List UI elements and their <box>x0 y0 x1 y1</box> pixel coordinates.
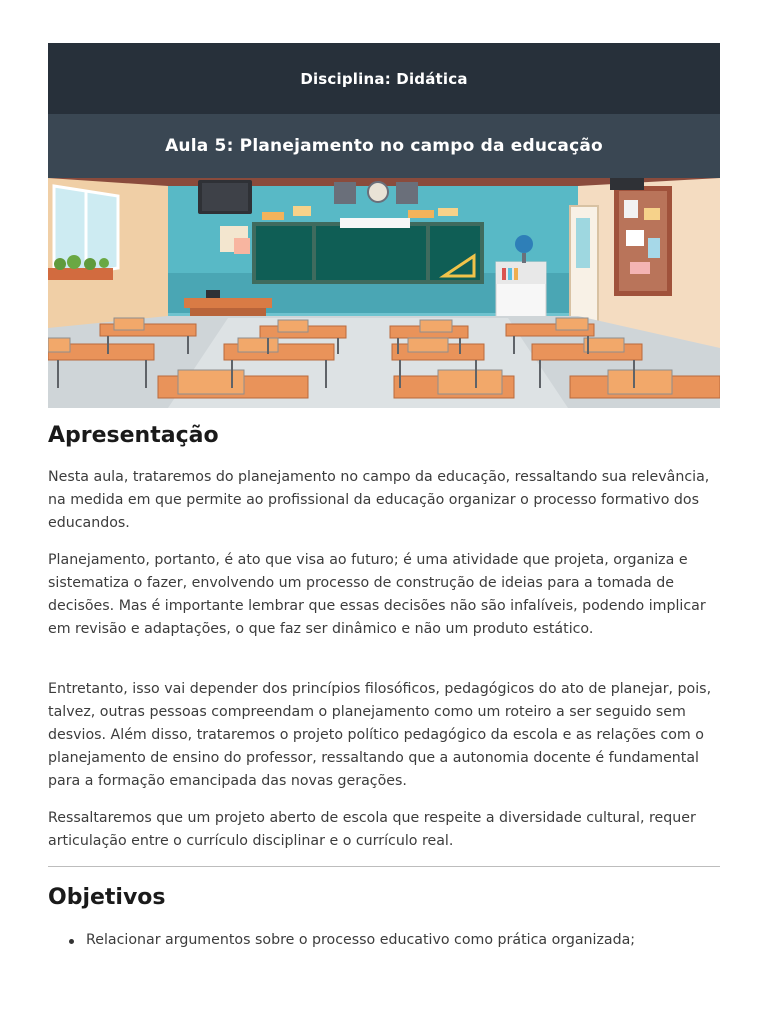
lesson-header <box>48 114 720 178</box>
objective-item: Relacionar argumentos sobre o processo educativo como prática organizada; <box>86 929 758 952</box>
lesson-title: Aula 5: Planejamento no campo da educação <box>165 136 603 156</box>
section-divider <box>48 866 720 867</box>
discipline-title: Disciplina: Didática <box>300 69 468 88</box>
presentation-heading: Apresentação <box>48 423 219 448</box>
objectives-list <box>48 929 758 952</box>
discipline-header <box>48 43 720 114</box>
objectives-heading: Objetivos <box>48 885 166 910</box>
presentation-paragraph-1: Nesta aula, trataremos do planejamento no campo da educação, ressaltando sua relevância, na medida em que permite ao profissional da educação organizar o processo formativo dos educandos. <box>48 469 710 531</box>
presentation-paragraph-4: Ressaltaremos que um projeto aberto de escola que respeite a diversidade cultural, requer articulação entre o currículo disciplinar e o currículo real. <box>48 810 696 849</box>
presentation-paragraph-2: Planejamento, portanto, é ato que visa ao futuro; é uma atividade que projeta, organiza e sistematiza o fazer, envolvendo um processo de construção de ideias para a tomada de decisões. Mas é importante lembrar que essas decisões não são infalíveis, podendo implicar em revisão e adaptações, o que faz ser dinâmico e não um produto estático. <box>48 552 706 637</box>
presentation-paragraph-3: Entretanto, isso vai depender dos princípios filosóficos, pedagógicos do ato de planejar, pois, talvez, outras pessoas compreendam o planejamento como um roteiro a ser seguido sem desvios. Além disso, trataremos o projeto político pedagógico da escola e as relações com o planejamento de ensino do professor, ressaltando que a autonomia docente é fundamental para a formação emancipada das novas gerações. <box>48 681 712 789</box>
classroom-illustration <box>48 178 720 408</box>
